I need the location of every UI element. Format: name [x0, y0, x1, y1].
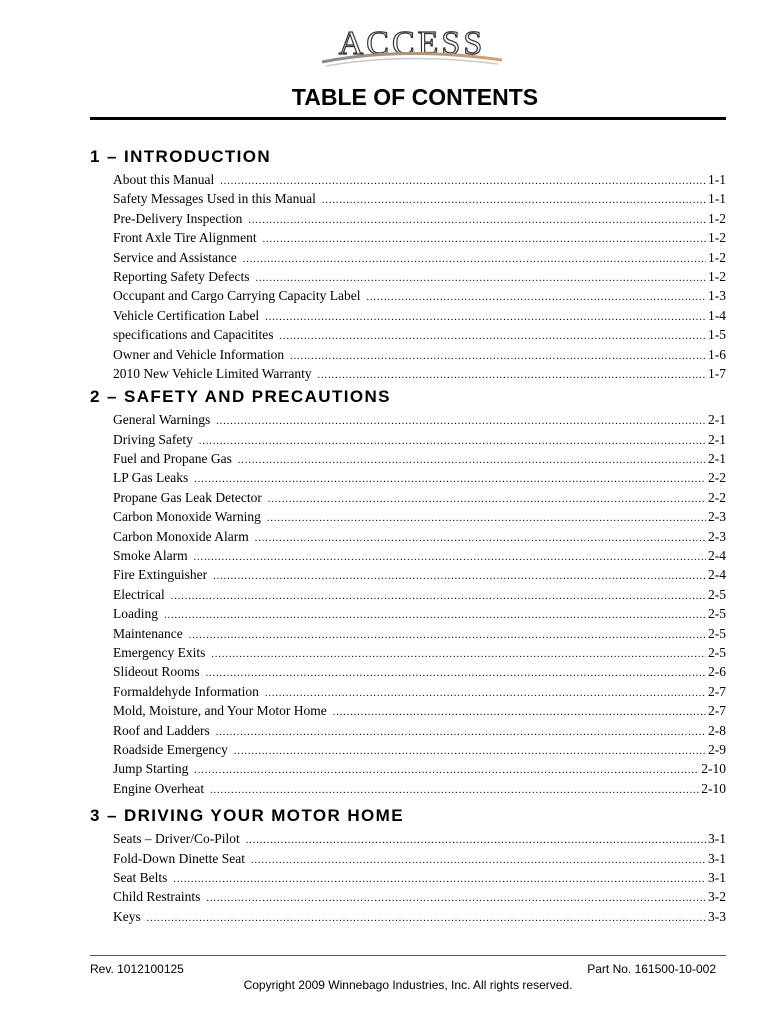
entry-page: 1-1: [708, 172, 726, 187]
toc-entry: [113, 565, 726, 584]
entry-page: 1-1: [708, 191, 726, 207]
dot-leader: [265, 308, 706, 327]
toc-entry: [113, 849, 726, 868]
toc-entry: [113, 468, 726, 487]
entry-label: Occupant and Cargo Carrying Capacity Label: [113, 288, 361, 304]
entry-label: Keys: [113, 908, 141, 924]
dot-leader: [206, 889, 706, 908]
dot-leader: [216, 723, 706, 742]
entry-page: 1-2: [708, 268, 726, 284]
dot-leader: [213, 567, 706, 586]
entry-label: Front Axle Tire Alignment: [113, 230, 257, 246]
entry-page: 3-1: [708, 831, 726, 847]
dot-leader: [173, 870, 706, 889]
toc-entry: [113, 740, 726, 759]
entry-page: 3-1: [708, 869, 726, 885]
toc-entry: [113, 907, 726, 926]
entry-page: 1-3: [708, 288, 726, 304]
entry-page: 2-3: [708, 509, 726, 525]
entry-page: 2-1: [708, 451, 726, 467]
entry-label: Jump Starting: [113, 761, 189, 777]
toc-entry: [113, 430, 726, 449]
section-heading: 2 – SAFETY AND PRECAUTIONS: [90, 387, 391, 407]
section-safety-and-precautions: [90, 384, 726, 798]
dot-leader: [290, 347, 706, 366]
entry-label: 2010 New Vehicle Limited Warranty: [113, 365, 312, 381]
entry-page: 2-5: [708, 625, 726, 641]
part-number: Part No. 161500-10-002: [587, 962, 716, 976]
entry-page: 2-2: [708, 470, 726, 486]
dot-leader: [279, 327, 706, 346]
entry-label: Slideout Rooms: [113, 664, 200, 680]
entry-page: 1-4: [708, 307, 726, 323]
entry-page: 2-5: [708, 644, 726, 660]
toc-entry: [113, 345, 726, 364]
entry-label: Maintenance: [113, 625, 183, 641]
table-of-contents: [90, 144, 726, 926]
dot-leader: [171, 587, 706, 606]
dot-leader: [194, 761, 699, 780]
dot-leader: [268, 490, 706, 509]
entry-label: Propane Gas Leak Detector: [113, 489, 262, 505]
entry-label: Smoke Alarm: [113, 548, 188, 564]
toc-entry: [113, 189, 726, 208]
entry-page: 2-9: [708, 741, 726, 757]
entry-label: Pre-Delivery Inspection: [113, 210, 243, 226]
entry-label: Seat Belts: [113, 869, 168, 885]
entry-page: 2-1: [708, 412, 726, 428]
entry-label: Roadside Emergency: [113, 741, 228, 757]
toc-entry: [113, 449, 726, 468]
entry-page: 3-1: [708, 850, 726, 866]
entry-label: specifications and Capacitites: [113, 327, 274, 343]
dot-leader: [194, 470, 706, 489]
dot-leader: [194, 548, 706, 567]
toc-entry: [113, 209, 726, 228]
toc-entry: [113, 170, 726, 189]
toc-entry: [113, 643, 726, 662]
entry-label: LP Gas Leaks: [113, 470, 189, 486]
entry-label: Engine Overheat: [113, 780, 205, 796]
entry-page: 2-5: [708, 586, 726, 602]
dot-leader: [189, 626, 706, 645]
dot-leader: [164, 606, 706, 625]
entry-page: 1-7: [708, 365, 726, 381]
dot-leader: [318, 366, 706, 385]
toc-entry: [113, 325, 726, 344]
entry-label: General Warnings: [113, 412, 211, 428]
entry-label: Owner and Vehicle Information: [113, 346, 285, 362]
toc-entry: [113, 868, 726, 887]
dot-leader: [199, 432, 706, 451]
entry-label: Mold, Moisture, and Your Motor Home: [113, 703, 327, 719]
entry-label: Formaldehyde Information: [113, 683, 259, 699]
toc-entry: [113, 759, 726, 778]
dot-leader: [333, 703, 706, 722]
toc-entry: [113, 779, 726, 798]
toc-entry: [113, 248, 726, 267]
toc-entry: [113, 829, 726, 848]
entry-page: 2-6: [708, 664, 726, 680]
toc-entry: [113, 624, 726, 643]
entry-page: 1-2: [708, 249, 726, 265]
toc-entry: [113, 546, 726, 565]
section-driving-your-motor-home: [90, 803, 726, 926]
entry-label: Carbon Monoxide Alarm: [113, 528, 249, 544]
access-logo: [312, 16, 512, 72]
toc-entry: [113, 364, 726, 383]
entry-page: 2-4: [708, 567, 726, 583]
entry-page: 2-5: [708, 606, 726, 622]
section-introduction: [90, 144, 726, 383]
dot-leader: [367, 288, 706, 307]
toc-entry: [113, 286, 726, 305]
dot-leader: [267, 509, 706, 528]
toc-entry: [113, 662, 726, 681]
toc-entry: [113, 267, 726, 286]
toc-entry: [113, 228, 726, 247]
copyright-notice: Copyright 2009 Winnebago Industries, Inc. All rights reserved.: [243, 978, 573, 992]
title-divider: [90, 117, 726, 120]
section-heading: 3 – DRIVING YOUR MOTOR HOME: [90, 806, 404, 826]
dot-leader: [216, 412, 706, 431]
entry-page: 2-2: [708, 489, 726, 505]
dot-leader: [234, 742, 706, 761]
entry-label: Reporting Safety Defects: [113, 268, 250, 284]
revision-number: Rev. 1012100125: [90, 962, 184, 976]
entry-label: Child Restraints: [113, 889, 201, 905]
toc-entry: [113, 507, 726, 526]
dot-leader: [265, 684, 706, 703]
toc-entry: [113, 527, 726, 546]
entry-page: 2-10: [701, 761, 726, 777]
entry-label: Carbon Monoxide Warning: [113, 509, 261, 525]
section-heading: 1 – INTRODUCTION: [90, 147, 272, 166]
entry-page: 3-2: [708, 889, 726, 905]
entry-label: Loading: [113, 606, 158, 622]
entry-page: 1-5: [708, 327, 726, 343]
toc-entry: [113, 701, 726, 720]
dot-leader: [248, 211, 706, 230]
entry-page: 3-3: [708, 908, 726, 924]
entry-label: Seats – Driver/Co-Pilot: [113, 831, 240, 847]
dot-leader: [211, 645, 706, 664]
toc-entry: [113, 306, 726, 325]
logo-wordmark: ACCESS: [338, 25, 486, 62]
entry-label: Fold-Down Dinette Seat: [113, 850, 245, 866]
entry-label: About this Manual: [113, 172, 215, 187]
entry-label: Driving Safety: [113, 431, 193, 447]
entry-page: 2-7: [708, 683, 726, 699]
entry-page: 2-1: [708, 431, 726, 447]
entry-label: Fuel and Propane Gas: [113, 451, 232, 467]
entry-page: 2-3: [708, 528, 726, 544]
dot-leader: [147, 909, 706, 928]
entry-label: Roof and Ladders: [113, 722, 210, 738]
entry-page: 1-2: [708, 230, 726, 246]
entry-page: 1-6: [708, 346, 726, 362]
toc-entry: [113, 488, 726, 507]
dot-leader: [263, 230, 706, 249]
entry-page: 2-10: [701, 780, 726, 796]
entry-label: Vehicle Certification Label: [113, 307, 260, 323]
dot-leader: [246, 831, 706, 850]
entry-label: Safety Messages Used in this Manual: [113, 191, 316, 207]
toc-entry: [113, 410, 726, 429]
dot-leader: [251, 851, 706, 870]
toc-entry: [113, 604, 726, 623]
entry-label: Emergency Exits: [113, 644, 206, 660]
toc-entry: [113, 682, 726, 701]
entry-page: 2-4: [708, 548, 726, 564]
entry-label: Service and Assistance: [113, 249, 237, 265]
dot-leader: [210, 781, 699, 800]
dot-leader: [243, 250, 706, 269]
page-title: TABLE OF CONTENTS: [291, 84, 539, 110]
toc-entry: [113, 585, 726, 604]
toc-entry: [113, 887, 726, 906]
entry-page: 2-7: [708, 703, 726, 719]
toc-entry: [113, 721, 726, 740]
footer-divider: [90, 955, 726, 956]
dot-leader: [206, 664, 706, 683]
dot-leader: [238, 451, 706, 470]
dot-leader: [255, 529, 706, 548]
entry-page: 1-2: [708, 210, 726, 226]
entry-label: Electrical: [113, 586, 165, 602]
entry-page: 2-8: [708, 722, 726, 738]
entry-label: Fire Extinguisher: [113, 567, 208, 583]
dot-leader: [322, 191, 706, 210]
